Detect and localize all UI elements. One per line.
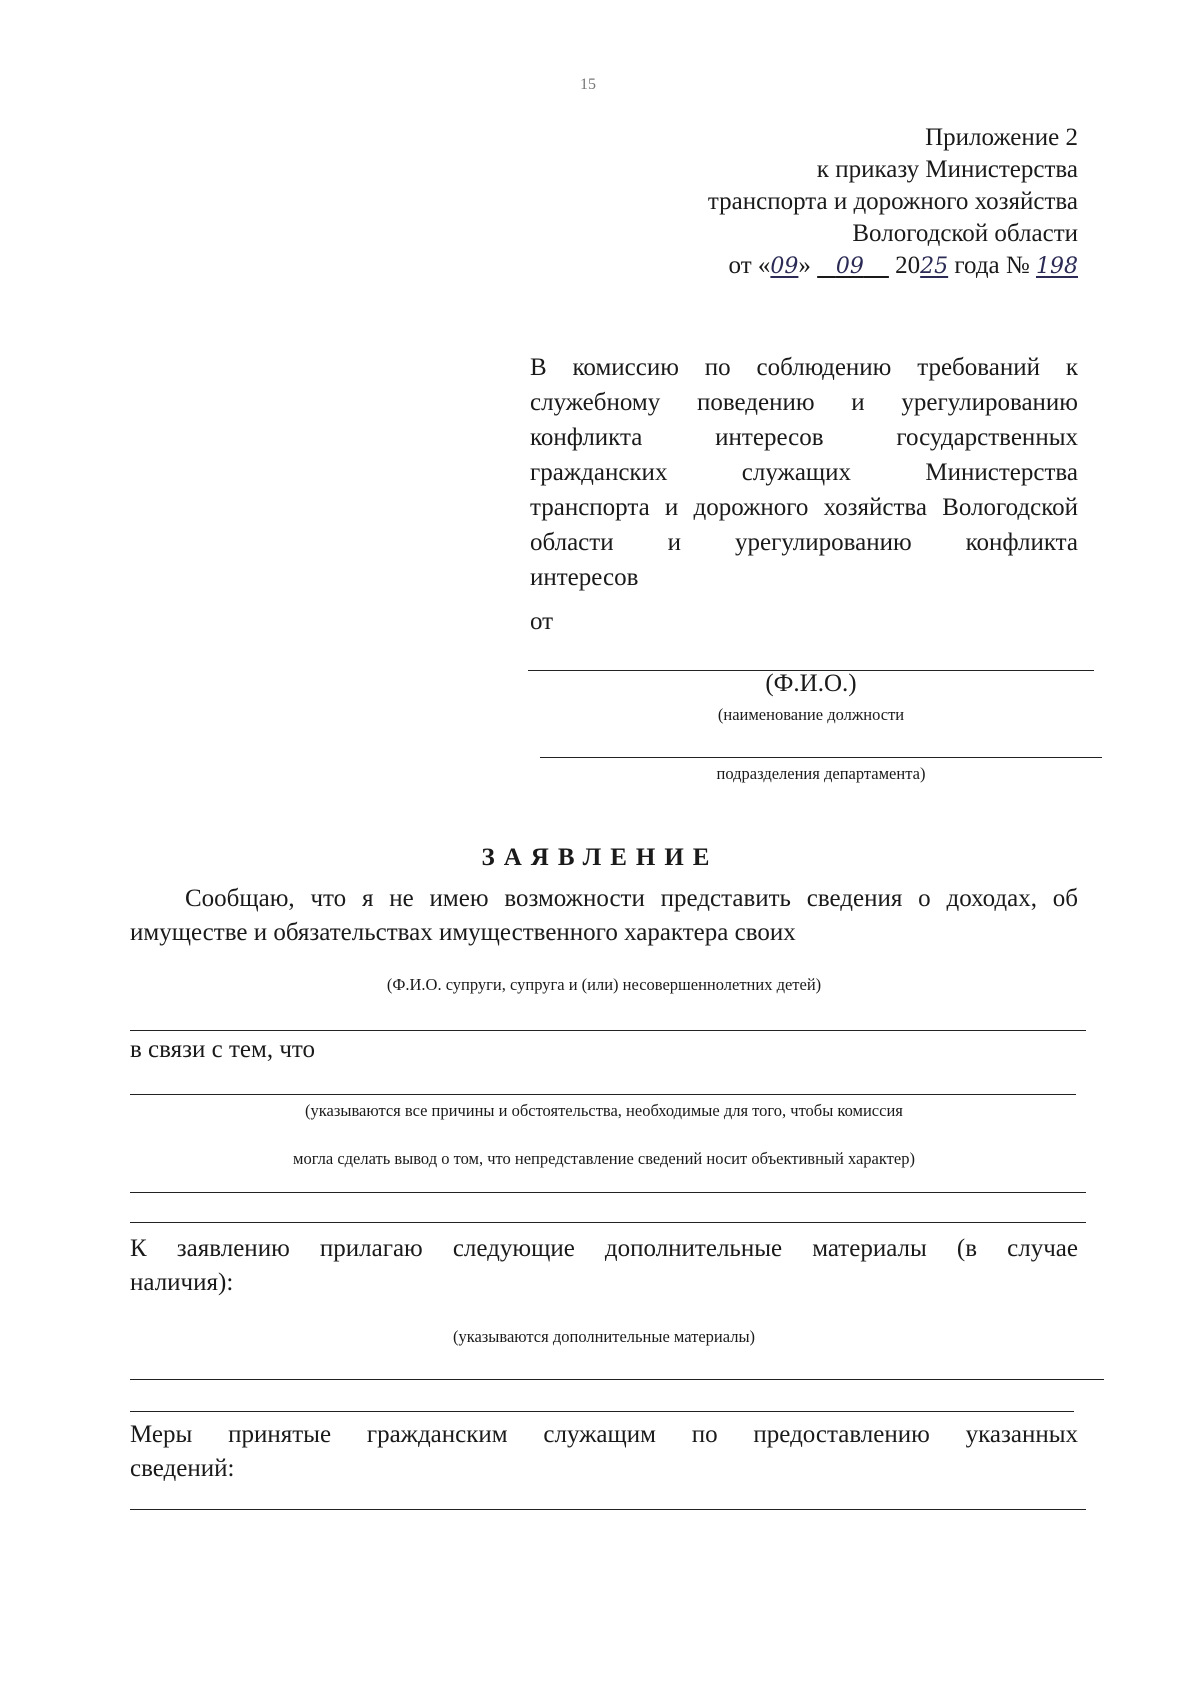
date-year-word: года № bbox=[954, 252, 1030, 279]
attachments-fill-line-1[interactable] bbox=[130, 1379, 1104, 1380]
appendix-order-ref: к приказу Министерства bbox=[816, 156, 1078, 183]
measures-line-2: сведений: bbox=[130, 1455, 235, 1482]
attachments-line-2: наличия): bbox=[130, 1269, 234, 1296]
measures-fill-line[interactable] bbox=[130, 1509, 1086, 1510]
position-caption: (наименование должности bbox=[717, 705, 905, 724]
appendix-title: Приложение 2 bbox=[925, 124, 1078, 151]
fio-caption: (Ф.И.О.) bbox=[765, 670, 857, 697]
appendix-header bbox=[708, 122, 1078, 283]
addressee-line: интересов bbox=[530, 564, 639, 591]
appendix-date-line: от «09» 09 2025 года № 198 bbox=[728, 252, 1078, 279]
attachments-caption: (указываются дополнительные материалы) bbox=[452, 1327, 756, 1346]
department-caption: подразделения департамента) bbox=[716, 764, 926, 783]
reason-label: в связи с тем, что bbox=[130, 1036, 315, 1063]
appendix-ministry: транспорта и дорожного хозяйства bbox=[707, 188, 1078, 215]
page-number: 15 bbox=[580, 76, 596, 93]
relatives-caption: (Ф.И.О. супруги, супруга и (или) несовершеннолетних детей) bbox=[386, 975, 822, 994]
attachments-text bbox=[130, 1232, 1078, 1300]
measures-text bbox=[130, 1418, 1078, 1486]
reason-fill-line-1[interactable] bbox=[130, 1094, 1076, 1095]
addressee-line: В комиссию по соблюдению требований к bbox=[530, 354, 1078, 381]
reason-fill-line-2[interactable] bbox=[130, 1192, 1086, 1193]
statement-line-1: Сообщаю, что я не имею возможности представить сведения о доходах, об bbox=[185, 885, 1078, 912]
reason-caption-1: (указываются все причины и обстоятельства, необходимые для того, чтобы комиссия bbox=[305, 1101, 903, 1120]
addressee-line: конфликта интересов государственных bbox=[530, 424, 1078, 451]
measures-line-1: Меры принятые гражданским служащим по предоставлению указанных bbox=[130, 1421, 1078, 1448]
statement-line-2: имуществе и обязательствах имущественного характера своих bbox=[130, 919, 796, 946]
statement-title: ЗАЯВЛЕНИЕ bbox=[481, 844, 719, 871]
addressee-block bbox=[530, 350, 1078, 595]
from-label: от bbox=[530, 608, 554, 635]
appendix-region: Вологодской области bbox=[852, 220, 1078, 247]
addressee-line: служебному поведению и урегулированию bbox=[530, 389, 1078, 416]
addressee-line: гражданских служащих Министерства bbox=[530, 459, 1078, 486]
date-day: 09 bbox=[770, 254, 799, 279]
date-month: 09 bbox=[835, 254, 864, 279]
attachments-line-1: К заявлению прилагаю следующие дополнительные материалы (в случае bbox=[130, 1235, 1078, 1262]
reason-caption-2: могла сделать вывод о том, что непредставление сведений носит объективный характер) bbox=[293, 1149, 915, 1168]
order-number: 198 bbox=[1036, 254, 1078, 279]
addressee-line: области и урегулированию конфликта bbox=[530, 529, 1078, 556]
date-year-prefix: 20 bbox=[895, 252, 921, 279]
addressee-line: транспорта и дорожного хозяйства Вологодской bbox=[530, 494, 1078, 521]
date-prefix: от bbox=[728, 252, 752, 279]
statement-body bbox=[130, 882, 1078, 950]
date-year-suffix: 25 bbox=[920, 254, 949, 279]
attachments-fill-line-2[interactable] bbox=[130, 1411, 1074, 1412]
position-fill-line[interactable] bbox=[540, 757, 1102, 758]
reason-fill-line-3[interactable] bbox=[130, 1222, 1086, 1223]
relatives-fill-line[interactable] bbox=[130, 1030, 1086, 1031]
